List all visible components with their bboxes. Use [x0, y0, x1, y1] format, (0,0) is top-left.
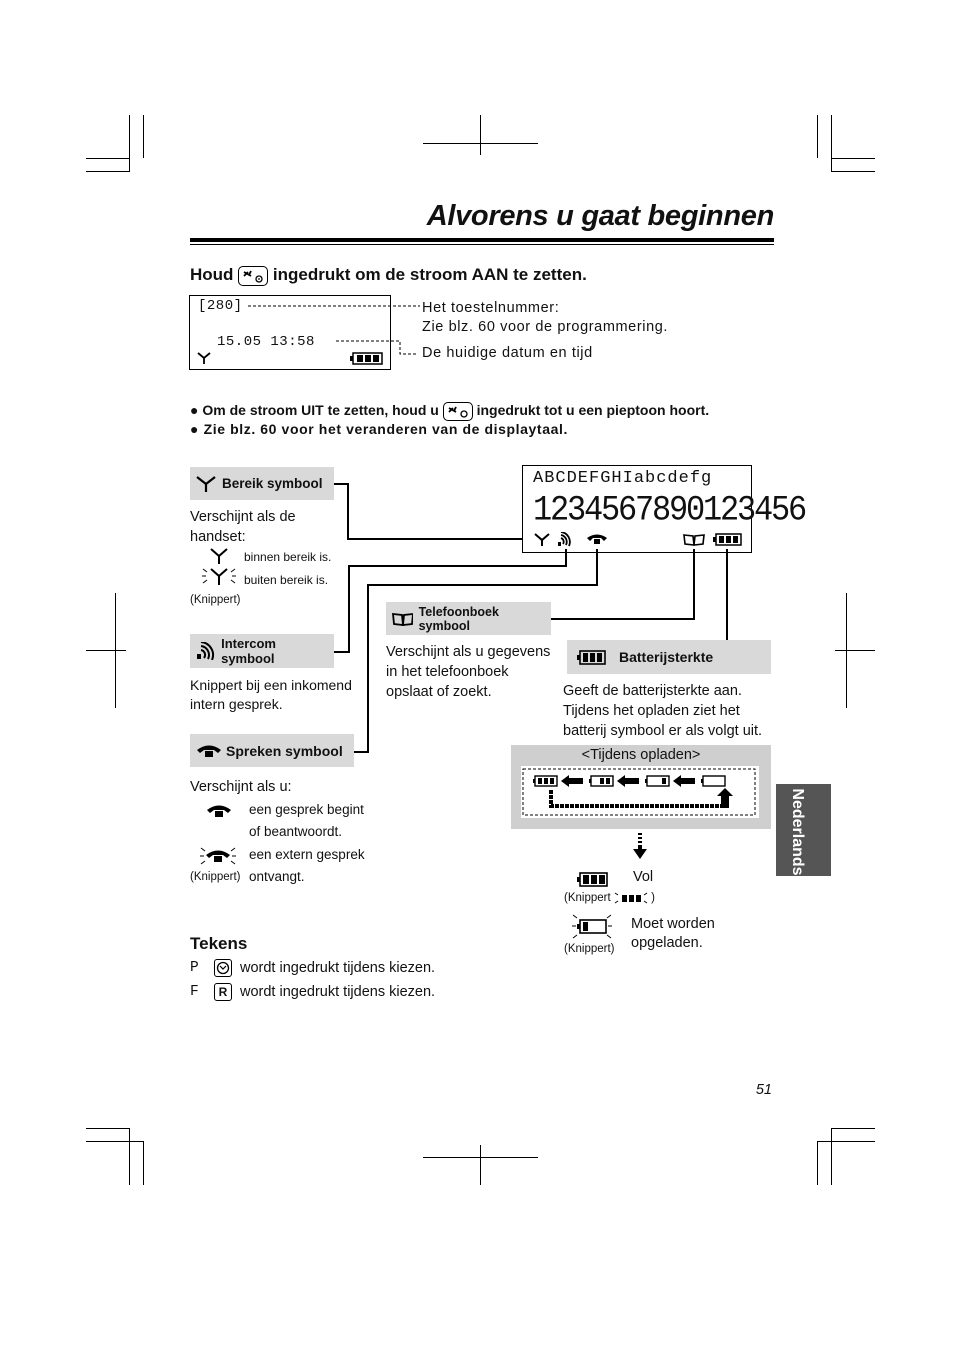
battery-low-flash-note: (Knippert) — [564, 943, 615, 955]
intercom-description: Knippert bij een inkomend intern gesprek. — [190, 677, 352, 712]
range-symbol-label: Bereik symbool — [190, 467, 334, 500]
lcd-leader-lines — [240, 296, 425, 360]
power-key-icon — [443, 402, 473, 421]
intercom-symbol-label: Intercom symbool — [190, 634, 334, 668]
talk-icon — [206, 804, 232, 818]
talk-symbol-label: Spreken symbool — [190, 734, 354, 767]
talk-flash-note: (Knippert) — [190, 871, 241, 883]
talk-item-2-line1: een extern gesprek — [249, 847, 365, 862]
power-heading: Houd ingedrukt om de stroom AAN te zetten. — [190, 265, 587, 284]
range-description: Verschijnt als de handset: — [190, 509, 296, 545]
battery-must-charge-text: Moet worden opgeladen. — [631, 916, 715, 951]
battery-description: Geeft de batterijsterkte aan. Tijdens het opladen ziet het batterij symbool er als volgt uit. — [563, 683, 763, 739]
antenna-icon — [196, 476, 216, 492]
phonebook-description: Verschijnt als u gegevens in het telefoonboek opslaat of zoekt. — [386, 644, 551, 700]
page-title: Alvorens u gaat beginnen — [426, 200, 774, 232]
battery-icon — [713, 533, 743, 546]
talk-description: Verschijnt als u: — [190, 779, 292, 795]
lcd-full-display — [522, 465, 806, 553]
charging-cycle-icon — [521, 766, 759, 818]
bullet-display-language: ● Zie blz. 60 voor het veranderen van de displaytaal. — [190, 421, 568, 437]
language-side-tab: Nederlands — [776, 784, 831, 876]
battery-bars-blinking-icon — [614, 891, 648, 905]
talk-item-1: een gesprek begint of beantwoordt. — [249, 802, 364, 839]
talk-item-2-line2: ontvangt. — [249, 869, 305, 884]
antenna-blinking-icon — [200, 565, 238, 589]
signs-f-row: F R wordt ingedrukt tijdens kiezen. — [190, 984, 436, 1000]
lcd-row2: 1234567890123456 — [533, 490, 806, 531]
intercom-icon — [557, 532, 573, 547]
talk-icon — [196, 744, 222, 758]
recall-key-icon: R — [214, 983, 232, 1001]
charging-heading: <Tijdens opladen> — [581, 747, 701, 763]
bullet-power-off: ● Om de stroom UIT te zetten, houd u ingedrukt tot u een pieptoon hoort. — [190, 402, 709, 421]
title-rule — [190, 238, 774, 242]
charging-animation — [521, 766, 759, 818]
battery-full-flash-note: (Knippert ) — [564, 892, 655, 905]
in-range-text: binnen bereik is. — [244, 550, 332, 564]
battery-full-text: Vol — [633, 869, 654, 885]
antenna-icon — [197, 352, 211, 364]
phonebook-icon — [683, 533, 705, 546]
power-key-icon — [238, 266, 268, 286]
date-time-note: De huidige datum en tijd — [422, 345, 593, 361]
intercom-icon — [196, 642, 215, 660]
down-arrow-icon — [632, 833, 648, 861]
battery-low-blinking-icon — [570, 913, 614, 941]
talk-blinking-icon — [198, 845, 238, 867]
title-rule-thin — [190, 244, 774, 245]
lcd-row1: ABCDEFGHIabcdefg — [533, 469, 713, 488]
pause-key-icon — [214, 959, 232, 977]
page-number: 51 — [755, 1082, 772, 1098]
signs-p-row: P wordt ingedrukt tijdens kiezen. — [190, 960, 436, 976]
out-range-text: buiten bereik is. — [244, 573, 329, 587]
phonebook-icon — [392, 612, 413, 626]
charging-panel — [511, 745, 771, 829]
signs-heading: Tekens — [190, 934, 248, 953]
phonebook-symbol-label: Telefoonboek symbool — [386, 602, 551, 635]
talk-icon — [586, 533, 608, 545]
battery-icon — [577, 650, 607, 665]
antenna-icon — [534, 533, 550, 546]
handset-number-note: Het toestelnummer: Zie blz. 60 voor de programmering. — [422, 300, 669, 335]
lcd-date-time: 15.05 13:58 — [217, 334, 315, 350]
battery-strength-label: Batterijsterkte — [567, 640, 771, 674]
antenna-icon — [210, 548, 228, 564]
range-flash-note: (Knippert) — [190, 594, 241, 606]
lcd-handset-number: [280] — [198, 298, 243, 314]
battery-full-icon — [577, 872, 609, 888]
